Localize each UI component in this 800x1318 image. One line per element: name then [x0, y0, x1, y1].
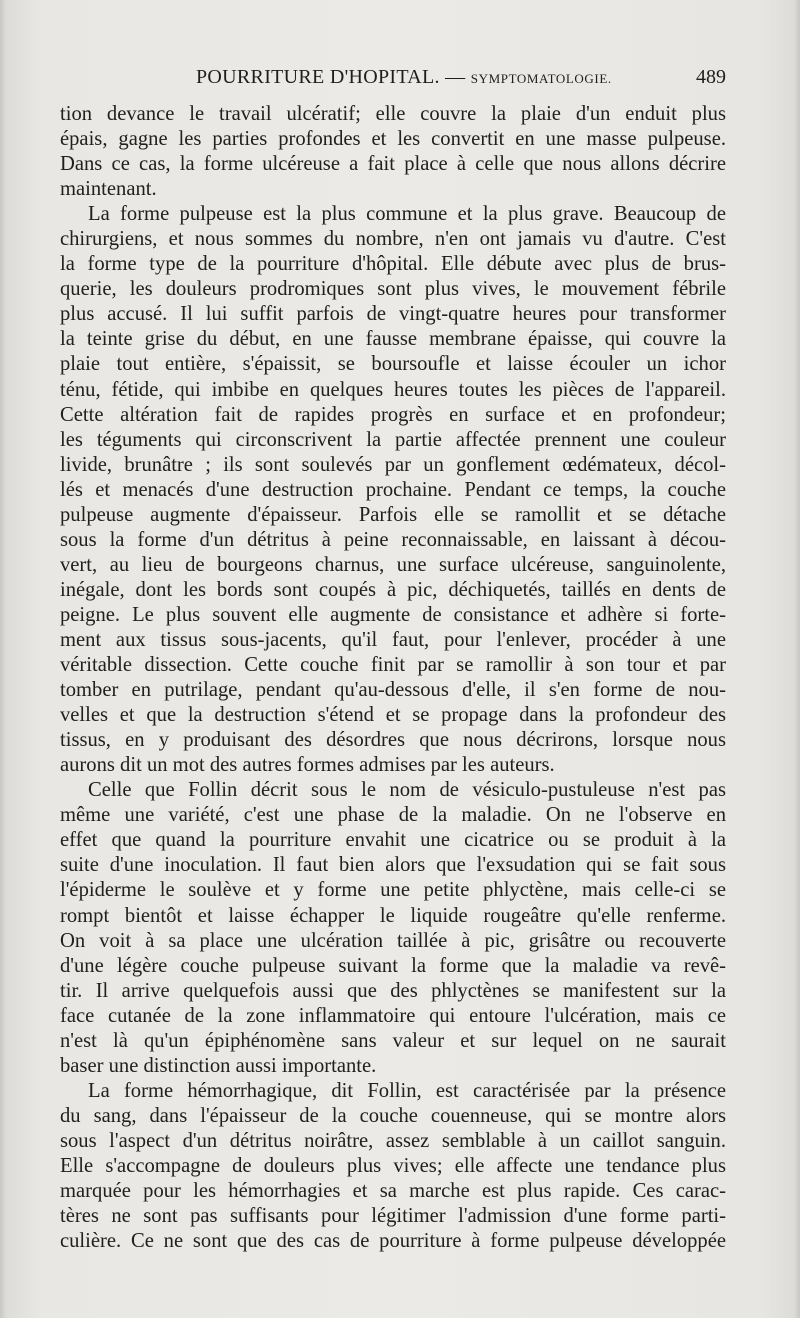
text-line: Elle s'accompagne de douleurs plus vives; elle affecte une tendance plus [60, 1154, 726, 1177]
text-line: ment aux tissus sous-jacents, qu'il faut, pour l'enlever, procéder à une [60, 628, 726, 651]
text-line: face cutanée de la zone inflammatoire qui entoure l'ulcération, mais ce [60, 1004, 726, 1027]
text-line: peigne. Le plus souvent elle augmente de consistance et adhère si forte- [60, 603, 726, 626]
text-line: véritable dissection. Cette couche finit par se ramollir à son tour et par [60, 654, 726, 677]
section-title: SYMPTOMATOLOGIE. [470, 71, 612, 86]
text-line: marquée pour les hémorrhagies et sa marche est plus rapide. Ces carac- [60, 1180, 726, 1203]
text-line: plus accusé. Il lui suffit parfois de vingt-quatre heures pour transformer [60, 303, 726, 326]
text-line: du sang, dans l'épaisseur de la couche couenneuse, qui se montre alors [60, 1104, 726, 1127]
text-line: tir. Il arrive quelquefois aussi que des phlyctènes se manifestent sur la [60, 979, 726, 1002]
text-line: baser une distinction aussi importante. [60, 1054, 377, 1077]
paragraph [60, 778, 726, 1079]
text-line: aurons dit un mot des autres formes admises par les auteurs. [60, 754, 555, 777]
page-number: 489 [696, 66, 726, 88]
text-line: ténu, fétide, qui imbibe en quelques heures toutes les pièces de l'appareil. [60, 378, 726, 401]
text-line: tion devance le travail ulcératif; elle couvre la plaie d'un enduit plus [60, 103, 726, 125]
text-line: pulpeuse augmente d'épaisseur. Parfois elle se ramollit et se détache [60, 503, 726, 526]
text-line: culière. Ce ne sont que des cas de pourriture à forme pulpeuse développée [60, 1230, 726, 1253]
text-line: Celle que Follin décrit sous le nom de vésiculo-pustuleuse n'est pas [88, 779, 726, 802]
text-line: livide, brunâtre ; ils sont soulevés par un gonflement œdémateux, décol- [60, 453, 726, 476]
text-line: effet que quand la pourriture envahit une cicatrice ou se produit à la [60, 829, 726, 852]
text-line: plaie tout entière, s'épaissit, se boursoufle et laisse écouler un ichor [60, 353, 726, 376]
text-line: n'est là qu'un épiphénomène sans valeur et sur lequel on ne saurait [60, 1029, 726, 1052]
paragraph [60, 1079, 726, 1254]
page-left-edge [0, 0, 6, 1318]
text-line: tères ne sont pas suffisants pour légitimer l'admission d'une forme parti- [60, 1205, 726, 1228]
text-line: l'épiderme le soulève et y forme une petite phlyctène, mais celle-ci se [60, 879, 726, 902]
text-line: inégale, dont les bords sont coupés à pic, déchiquetés, taillés en dents de [60, 578, 726, 601]
text-line: Dans ce cas, la forme ulcéreuse a fait place à celle que nous allons décrire [60, 153, 726, 176]
text-line: La forme hémorrhagique, dit Follin, est caractérisée par la présence [88, 1079, 726, 1102]
text-line: même une variété, c'est une phase de la maladie. On ne l'observe en [60, 804, 726, 827]
text-line: velles et que la destruction s'étend et se propage dans la profondeur des [60, 704, 726, 727]
text-line: maintenant. [60, 178, 157, 201]
text-line: vert, au lieu de bourgeons charnus, une surface ulcéreuse, sanguinolente, [60, 553, 726, 576]
text-line: Cette altération fait de rapides progrès en surface et en profondeur; [60, 403, 726, 426]
text-line: La forme pulpeuse est la plus commune et la plus grave. Beaucoup de [88, 203, 726, 226]
chapter-title: POURRITURE D'HOPITAL. — [196, 66, 466, 88]
text-line: suite d'une inoculation. Il faut bien alors que l'exsudation qui se fait sous [60, 854, 726, 877]
running-head [60, 66, 726, 94]
text-line: la forme type de la pourriture d'hôpital. Elle débute avec plus de brus- [60, 253, 726, 276]
text-line: On voit à sa place une ulcération taillée à pic, grisâtre ou recouverte [60, 929, 726, 952]
text-line: les téguments qui circonscrivent la partie affectée prennent une couleur [60, 428, 726, 451]
text-line: querie, les douleurs prodromiques sont plus vives, le mouvement fébrile [60, 278, 726, 301]
running-head-title [196, 66, 612, 89]
text-line: rompt bientôt et laisse échapper le liquide rougeâtre qu'elle renferme. [60, 904, 726, 927]
page-right-edge [794, 0, 800, 1318]
text-line: la teinte grise du début, en une fausse membrane épaisse, qui couvre la [60, 328, 726, 351]
text-line: chirurgiens, et nous sommes du nombre, n'en ont jamais vu d'autre. C'est [60, 228, 726, 251]
text-line: d'une légère couche pulpeuse suivant la forme que la maladie va revê- [60, 954, 726, 977]
paragraph [60, 102, 726, 202]
text-line: lés et menacés d'une destruction prochaine. Pendant ce temps, la couche [60, 478, 726, 501]
paragraph [60, 202, 726, 778]
text-line: épais, gagne les parties profondes et les convertit en une masse pulpeuse. [60, 128, 726, 151]
body-text [60, 102, 726, 1254]
text-line: tissus, en y produisant des désordres que nous décrirons, lorsque nous [60, 729, 726, 752]
text-line: sous la forme d'un détritus à peine reconnaissable, en laissant à décou- [60, 528, 726, 551]
text-line: sous l'aspect d'un détritus noirâtre, assez semblable à un caillot sanguin. [60, 1129, 726, 1152]
text-line: tomber en putrilage, pendant qu'au-dessous d'elle, il s'en forme de nou- [60, 679, 726, 702]
